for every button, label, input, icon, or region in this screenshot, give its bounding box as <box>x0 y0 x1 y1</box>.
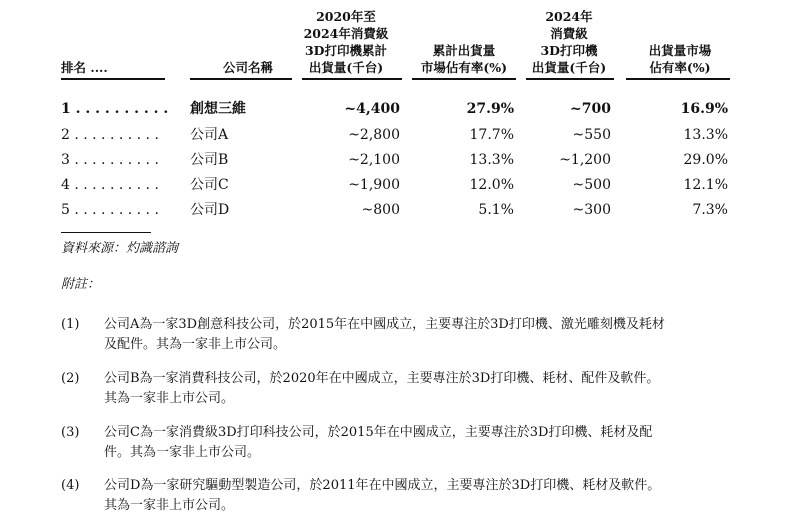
share-2024-cell: 12.1% <box>683 177 728 193</box>
rank-cell: 5 . . . . . . . . . . <box>61 202 159 218</box>
footnote-text: 公司B為一家消費科技公司，於2020年在中國成立，主要專注於3D打印機、耗材、配件及軟件。 其為一家非上市公司。 <box>104 371 660 406</box>
cum-share-cell: 12.0% <box>469 177 514 193</box>
header-rule-2024-shipments <box>526 78 614 80</box>
rank-cell: 1 . . . . . . . . . . <box>61 101 169 117</box>
header-rule-company <box>190 78 292 80</box>
share-2024-cell: 7.3% <box>692 202 728 218</box>
footnote-number: (1) <box>61 317 80 332</box>
notes-title: 附註： <box>61 277 101 292</box>
cum-shipments-cell: ~1,900 <box>348 177 400 193</box>
shipments-2024-cell: ~1,200 <box>559 152 611 168</box>
footnote-text: 公司D為一家研究驅動型製造公司，於2011年在中國成立，主要專注於3D打印機、耗材及軟件。 其為一家非上市公司。 <box>104 478 661 513</box>
share-2024-cell: 29.0% <box>683 152 728 168</box>
source-divider <box>61 232 151 233</box>
table-row <box>0 98 787 120</box>
cum-share-cell: 13.3% <box>469 152 514 168</box>
header-rule-2024-share <box>626 78 730 80</box>
footnote-number: (2) <box>61 371 80 386</box>
header-2024-share: 出貨量市場 佔有率(%) <box>648 43 712 75</box>
table-row <box>0 174 787 196</box>
cum-shipments-cell: ~800 <box>361 202 400 218</box>
company-cell: 公司B <box>190 152 229 168</box>
shipments-2024-cell: ~700 <box>570 101 611 117</box>
source-note: 資料來源：灼識諮詢 <box>61 241 179 256</box>
cum-shipments-cell: ~2,800 <box>348 127 400 143</box>
company-cell: 創想三維 <box>190 101 246 117</box>
footnote-number: (3) <box>61 425 80 440</box>
header-2024-shipments: 2024年 消費級 3D打印機 出貨量(千台) <box>531 9 607 75</box>
share-2024-cell: 13.3% <box>683 127 728 143</box>
header-rule-cum-share <box>412 78 516 80</box>
rank-cell: 2 . . . . . . . . . . <box>61 127 159 143</box>
shipments-2024-cell: ~500 <box>572 177 611 193</box>
company-cell: 公司C <box>190 177 229 193</box>
shipments-2024-cell: ~300 <box>572 202 611 218</box>
cum-share-cell: 5.1% <box>478 202 514 218</box>
company-cell: 公司D <box>190 202 230 218</box>
header-rank: 排名 .... <box>61 60 108 75</box>
header-company: 公司名稱 <box>222 60 273 75</box>
cum-shipments-cell: ~2,100 <box>348 152 400 168</box>
shipments-2024-cell: ~550 <box>572 127 611 143</box>
header-rule-rank <box>61 78 165 80</box>
footnote-text: 公司A為一家3D創意科技公司，於2015年在中國成立，主要專注於3D打印機、激光雕刻機及耗材 及配件。其為一家非上市公司。 <box>104 317 665 352</box>
footnote-number: (4) <box>61 478 80 493</box>
rank-cell: 3 . . . . . . . . . . <box>61 152 159 168</box>
footnote-text: 公司C為一家消費級3D打印科技公司，於2015年在中國成立，主要專注於3D打印機、耗材及配 件。其為一家非上市公司。 <box>104 425 653 460</box>
cum-share-cell: 27.9% <box>466 101 514 117</box>
header-cum-shipments: 2020年至 2024年消費級 3D打印機累計 出貨量(千台) <box>303 9 389 75</box>
header-cum-share: 累計出貨量 市場佔有率(%) <box>420 43 508 75</box>
rank-cell: 4 . . . . . . . . . . <box>61 177 159 193</box>
company-cell: 公司A <box>190 127 229 143</box>
cum-share-cell: 17.7% <box>469 127 514 143</box>
table-row <box>0 124 787 146</box>
cum-shipments-cell: ~4,400 <box>344 101 400 117</box>
header-rule-cum-shipments <box>302 78 402 80</box>
table-row <box>0 149 787 171</box>
share-2024-cell: 16.9% <box>680 101 728 117</box>
table-row <box>0 199 787 221</box>
